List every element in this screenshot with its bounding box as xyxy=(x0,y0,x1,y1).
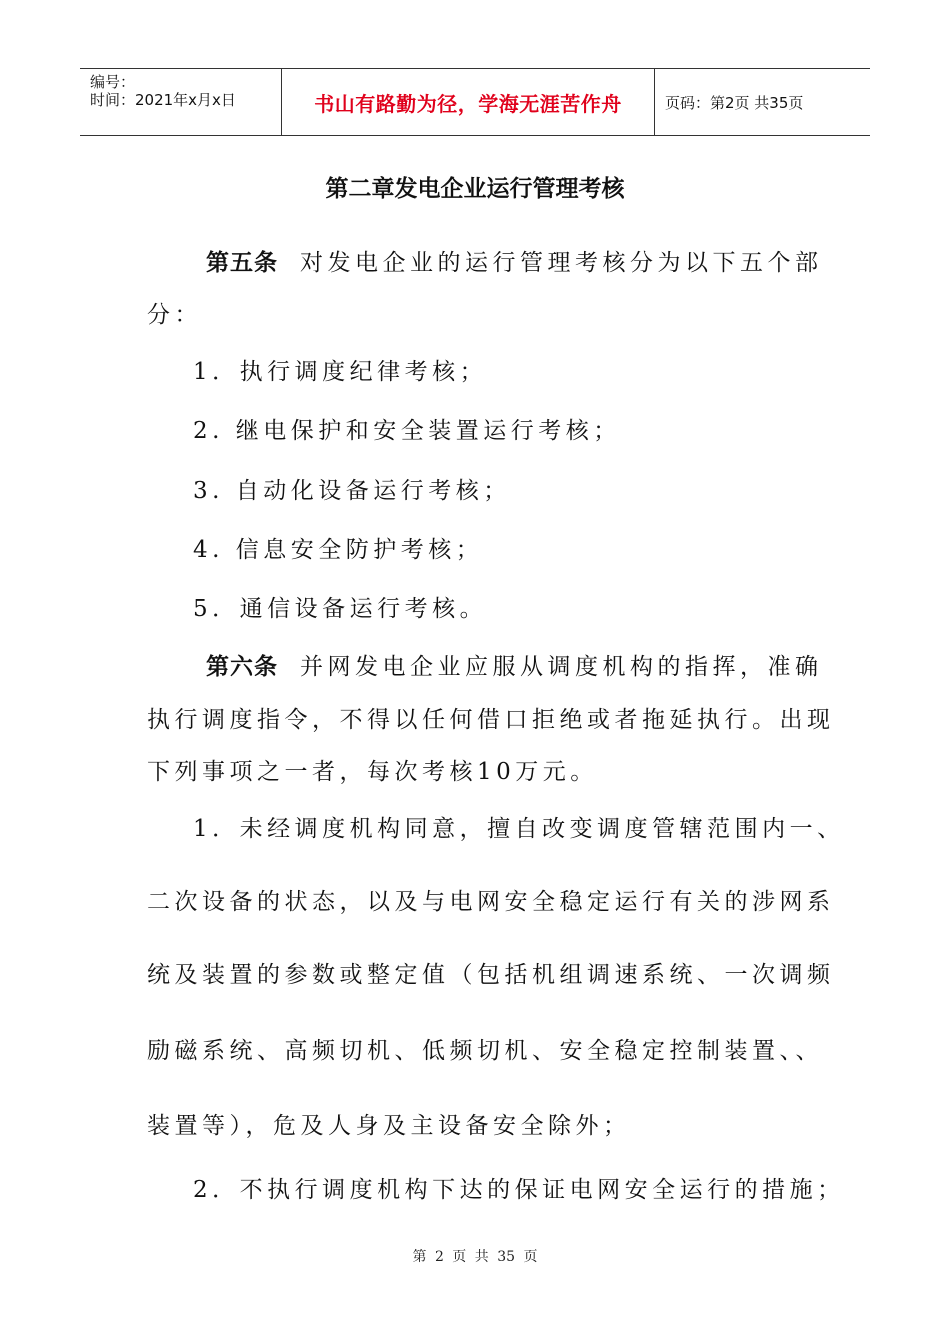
article6-item1-line: 装置等），危及人身及主设备安全除外； xyxy=(147,1113,631,1139)
article5-line2: 分： xyxy=(147,302,202,328)
article6-line2: 执行调度指令，不得以任何借口拒绝或者拖延执行。出现 xyxy=(147,707,835,733)
article5-item: 4. 信息安全防护考核； xyxy=(193,537,484,563)
article6-item2: 2．不执行调度机构下达的保证电网安全运行的措施； xyxy=(193,1177,845,1203)
article5-item: 1．执行调度纪律考核； xyxy=(193,359,488,385)
chapter-title: 第二章发电企业运行管理考核 xyxy=(325,176,625,202)
article5-item: 2. 继电保护和安全装置运行考核； xyxy=(193,418,621,444)
article6-line3: 下列事项之一者，每次考核10万元。 xyxy=(147,759,598,785)
article5-text: 对发电企业的运行管理考核分为以下五个部 xyxy=(300,250,823,276)
article5-label: 第五条 xyxy=(206,250,278,276)
page-header xyxy=(80,68,870,136)
header-meta xyxy=(80,69,282,135)
header-page-cell xyxy=(655,69,870,135)
article6-item1-line: 1．未经调度机构同意，擅自改变调度管辖范围内一、 xyxy=(193,816,845,842)
header-page-info: 页码：第2页 共35页 xyxy=(665,93,804,112)
header-motto-cell xyxy=(282,69,655,135)
article6-text: 并网发电企业应服从调度机构的指挥，准确 xyxy=(300,654,823,680)
article6-line1 xyxy=(206,652,823,682)
article5-item: 5．通信设备运行考核。 xyxy=(193,596,488,622)
article6-item1-line: 统及装置的参数或整定值（包括机组调速系统、一次调频 xyxy=(147,962,835,988)
page-footer: 第 2 页 共 35 页 xyxy=(412,1249,538,1265)
article5-item: 3. 自动化设备运行考核； xyxy=(193,478,511,504)
document-number-label: 编号： xyxy=(90,73,136,91)
document-time: 时间：2021年x月x日 xyxy=(90,91,236,109)
article6-item1-line: 励磁系统、高频切机、低频切机、安全稳定控制装置、、 xyxy=(147,1038,823,1064)
article6-item1-line: 二次设备的状态，以及与电网安全稳定运行有关的涉网系 xyxy=(147,889,835,915)
header-motto: 书山有路勤为径，学海无涯苦作舟 xyxy=(314,91,622,116)
article6-label: 第六条 xyxy=(206,654,278,680)
article5-line1 xyxy=(206,248,823,278)
